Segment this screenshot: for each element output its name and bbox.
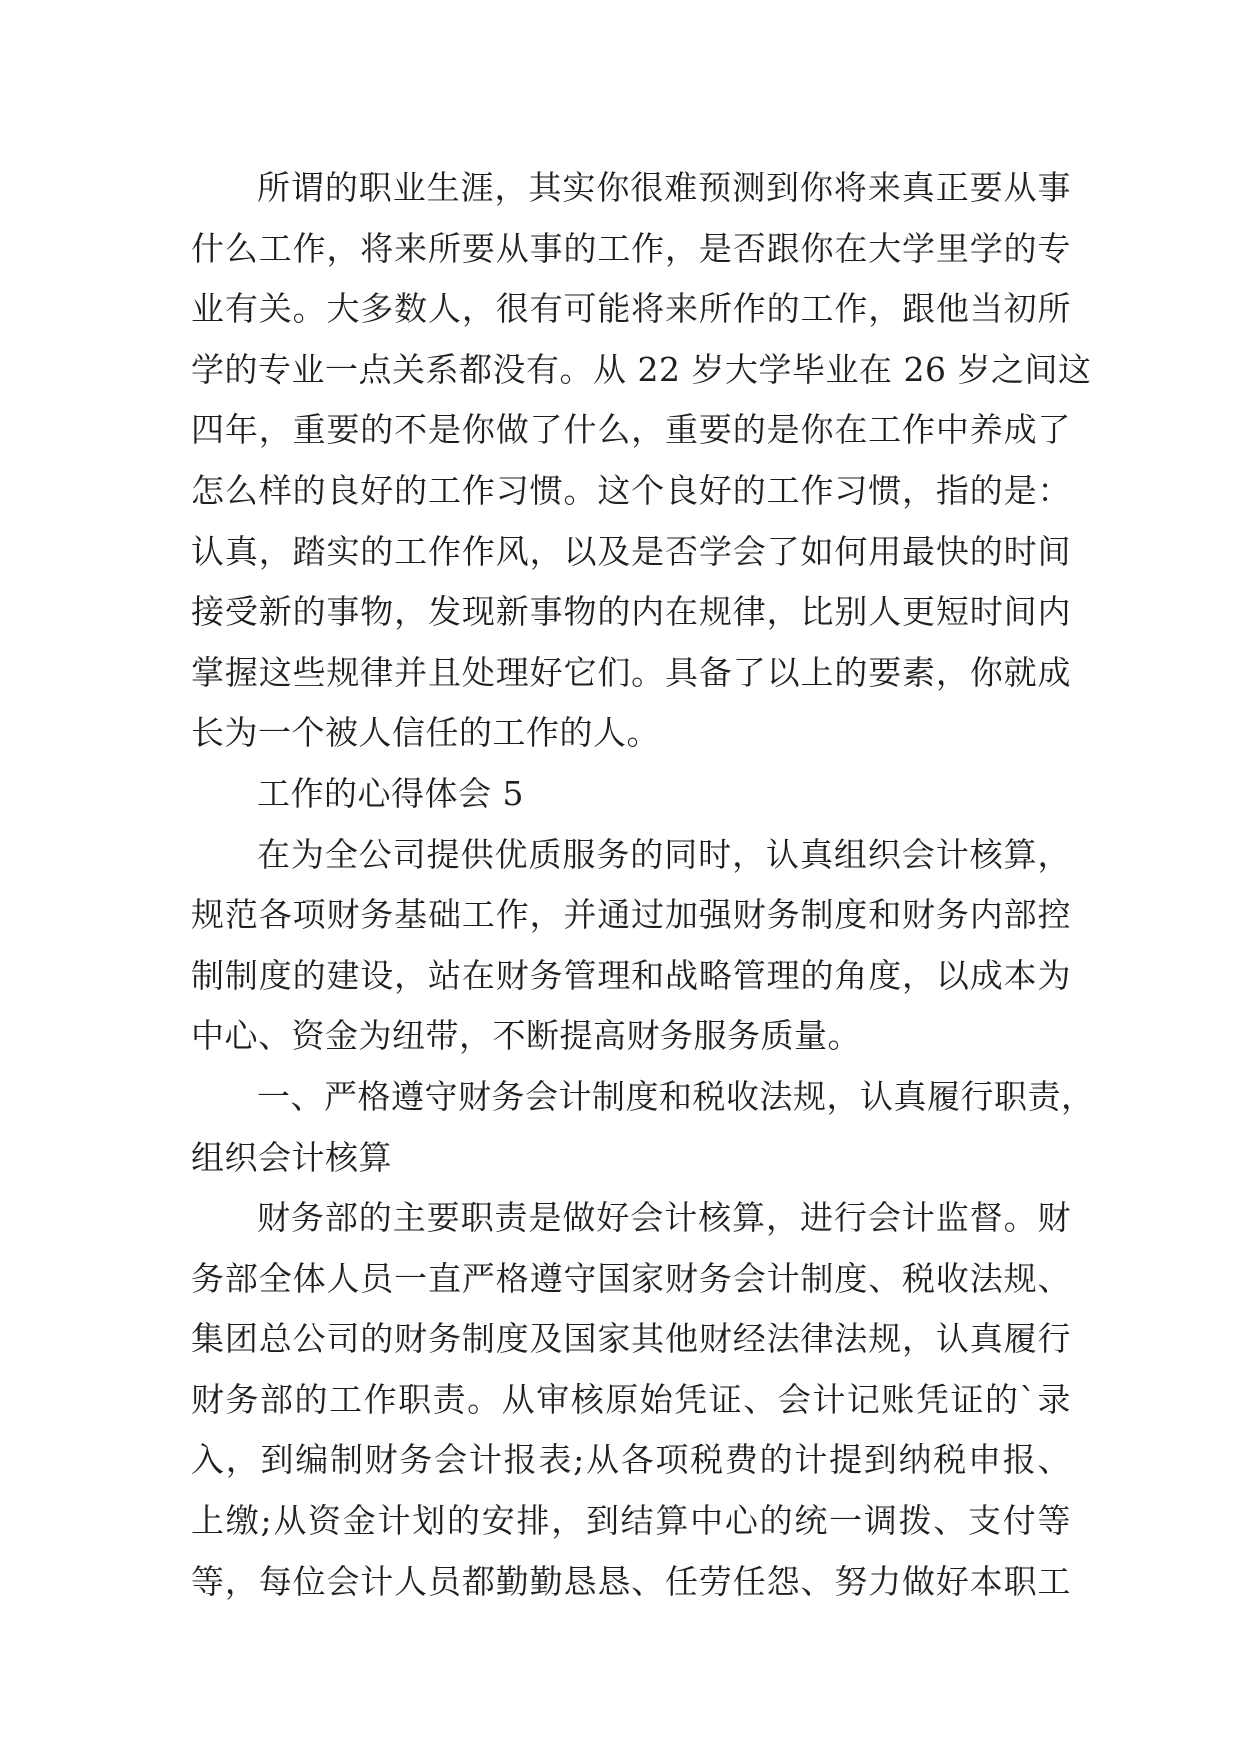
text-line: 学的专业一点关系都没有。从 22 岁大学毕业在 26 岁之间这 bbox=[191, 349, 1092, 389]
subsection-heading: 一、严格遵守财务会计制度和税收法规，认真履行职责， bbox=[257, 1076, 1095, 1116]
text-line: 接受新的事物，发现新事物的内在规律，比别人更短时间内 bbox=[191, 592, 1071, 632]
text-line: 上缴;从资金计划的安排，到结算中心的统一调拨、支付等 bbox=[191, 1501, 1071, 1541]
text-line: 掌握这些规律并且处理好它们。具备了以上的要素，你就成 bbox=[191, 652, 1071, 692]
text-line: 在为全公司提供优质服务的同时，认真组织会计核算， bbox=[257, 834, 1071, 874]
text-line: 等，每位会计人员都勤勤恳恳、任劳任怨、努力做好本职工 bbox=[191, 1561, 1071, 1601]
text-line: 四年，重要的不是你做了什么，重要的是你在工作中养成了 bbox=[191, 410, 1071, 450]
text-line: 制制度的建设，站在财务管理和战略管理的角度，以成本为 bbox=[191, 955, 1071, 995]
text-line: 所谓的职业生涯，其实你很难预测到你将来真正要从事 bbox=[257, 168, 1071, 207]
text-line: 怎么样的良好的工作习惯。这个良好的工作习惯，指的是： bbox=[191, 470, 1071, 510]
text-line: 务部全体人员一直严格遵守国家财务会计制度、税收法规、 bbox=[191, 1258, 1071, 1298]
section-heading: 工作的心得体会 5 bbox=[257, 773, 524, 813]
text-line: 长为一个被人信任的工作的人。 bbox=[191, 713, 660, 753]
text-line: 什么工作，将来所要从事的工作，是否跟你在大学里学的专 bbox=[191, 228, 1071, 268]
text-line: 财务部的主要职责是做好会计核算，进行会计监督。财 bbox=[257, 1198, 1071, 1238]
text-line: 中心、资金为纽带，不断提高财务服务质量。 bbox=[191, 1016, 861, 1056]
text-line: 集团总公司的财务制度及国家其他财经法律法规，认真履行 bbox=[191, 1319, 1071, 1359]
text-line: 认真，踏实的工作作风，以及是否学会了如何用最快的时间 bbox=[191, 531, 1071, 571]
text-line: 入，到编制财务会计报表;从各项税费的计提到纳税申报、 bbox=[191, 1440, 1071, 1480]
document-body bbox=[191, 158, 1095, 1612]
text-line: 业有关。大多数人，很有可能将来所作的工作，跟他当初所 bbox=[191, 289, 1071, 329]
text-line: 财务部的工作职责。从审核原始凭证、会计记账凭证的`录 bbox=[191, 1379, 1071, 1419]
text-line: 规范各项财务基础工作，并通过加强财务制度和财务内部控 bbox=[191, 895, 1071, 935]
subsection-heading: 组织会计核算 bbox=[191, 1137, 392, 1177]
